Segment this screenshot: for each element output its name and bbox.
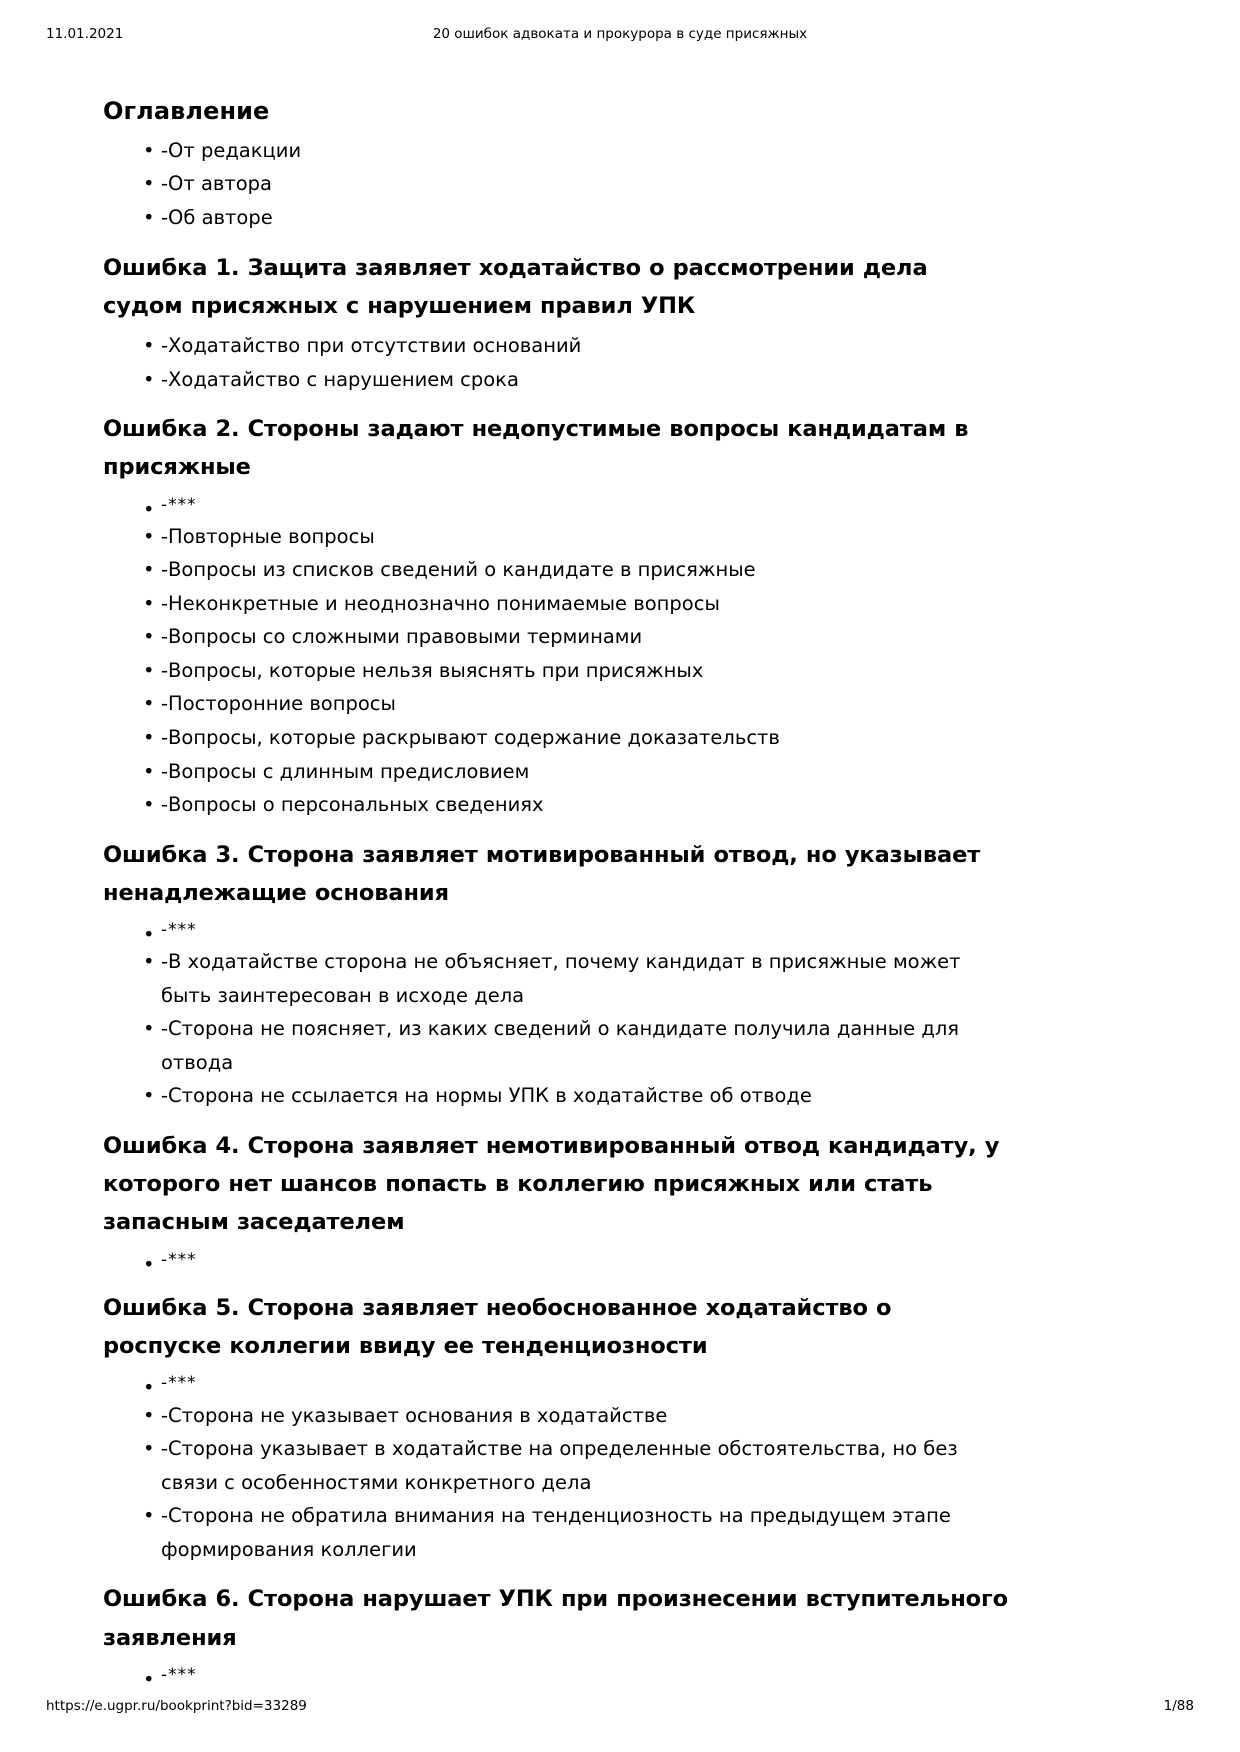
list-item: • -Вопросы, которые нельзя выяснять при присяжных <box>103 654 1008 688</box>
list-item: • -От автора <box>103 167 1008 201</box>
section-list-3 <box>103 916 1008 1113</box>
list-item: • -Об авторе <box>103 201 1008 235</box>
list-item-placeholder <box>103 916 1008 945</box>
footer-source-url: https://e.ugpr.ru/bookprint?bid=33289 <box>46 1698 307 1714</box>
header-date: 11.01.2021 <box>46 26 124 42</box>
list-item-label: -*** <box>161 1249 197 1270</box>
list-item-placeholder <box>103 1369 1008 1398</box>
section-heading-6: Ошибка 6. Сторона нарушает УПК при произнесении вступительного заявления <box>103 1586 1009 1651</box>
list-item: • -Вопросы из списков сведений о кандидате в присяжные <box>103 553 1008 587</box>
list-item: • -От редакции <box>103 134 1008 168</box>
section-heading-5: Ошибка 5. Сторона заявляет необоснованное ходатайство о роспуске коллегии ввиду ее тенденциозности <box>103 1294 892 1360</box>
section-list-6 <box>103 1661 1008 1690</box>
list-item: • -Сторона не поясняет, из каких сведений о кандидате получила данные для отвода <box>103 1012 1008 1079</box>
list-item-placeholder <box>103 1246 1008 1275</box>
page-running-header <box>0 26 1240 46</box>
table-of-contents-heading: Оглавление <box>103 97 270 125</box>
table-of-contents-list <box>103 134 1008 235</box>
list-item: • -Ходатайство при отсутствии оснований <box>103 329 1008 363</box>
list-item: • -Неконкретные и неоднозначно понимаемые вопросы <box>103 587 1008 621</box>
footer-page-number: 1/88 <box>1163 1698 1194 1714</box>
list-item: • -Вопросы о персональных сведениях <box>103 788 1008 822</box>
list-item: • -Сторона не указывает основания в ходатайстве <box>103 1399 1008 1433</box>
list-item: • -Вопросы со сложными правовыми терминами <box>103 620 1008 654</box>
section-list-2 <box>103 491 1008 822</box>
section-list-5 <box>103 1369 1008 1566</box>
list-item: • -Вопросы с длинным предисловием <box>103 755 1008 789</box>
list-item: • -В ходатайстве сторона не объясняет, почему кандидат в присяжные может быть заинтересован в исходе дела <box>103 945 1008 1012</box>
list-item-label: -*** <box>161 920 197 941</box>
list-item: • -Сторона указывает в ходатайстве на определенные обстоятельства, но без связи с особенностями конкретного дела <box>103 1432 1008 1499</box>
list-item: • -Посторонние вопросы <box>103 687 1008 721</box>
list-item-label: -*** <box>161 494 197 515</box>
list-item-placeholder <box>103 1661 1008 1690</box>
list-item: • -Повторные вопросы <box>103 520 1008 554</box>
list-item: • -Вопросы, которые раскрывают содержание доказательств <box>103 721 1008 755</box>
section-heading-2: Ошибка 2. Стороны задают недопустимые вопросы кандидатам в присяжные <box>103 416 969 481</box>
document-body <box>103 96 1008 1690</box>
section-list-4 <box>103 1246 1008 1275</box>
list-item: • -Сторона не обратила внимания на тенденциозность на предыдущем этапе формирования коллегии <box>103 1499 1008 1566</box>
list-item-label: -*** <box>161 1373 197 1394</box>
list-item: • -Сторона не ссылается на нормы УПК в ходатайстве об отводе <box>103 1079 1008 1113</box>
section-heading-3: Ошибка 3. Сторона заявляет мотивированный отвод, но указывает ненадлежащие основания <box>103 841 981 906</box>
page-running-footer <box>0 1698 1240 1716</box>
list-item-placeholder <box>103 491 1008 520</box>
header-document-title: 20 ошибок адвоката и прокурора в суде присяжных <box>432 26 808 42</box>
list-item-label: -*** <box>161 1664 197 1685</box>
section-heading-4: Ошибка 4. Сторона заявляет немотивированный отвод кандидату, у которого нет шансов попасть в коллегию присяжных или стать запасным заседателем <box>103 1132 1000 1236</box>
list-item: • -Ходатайство с нарушением срока <box>103 363 1008 397</box>
section-list-1 <box>103 329 1008 396</box>
section-heading-1: Ошибка 1. Защита заявляет ходатайство о рассмотрении дела судом присяжных с нарушением правил УПК <box>103 254 928 319</box>
